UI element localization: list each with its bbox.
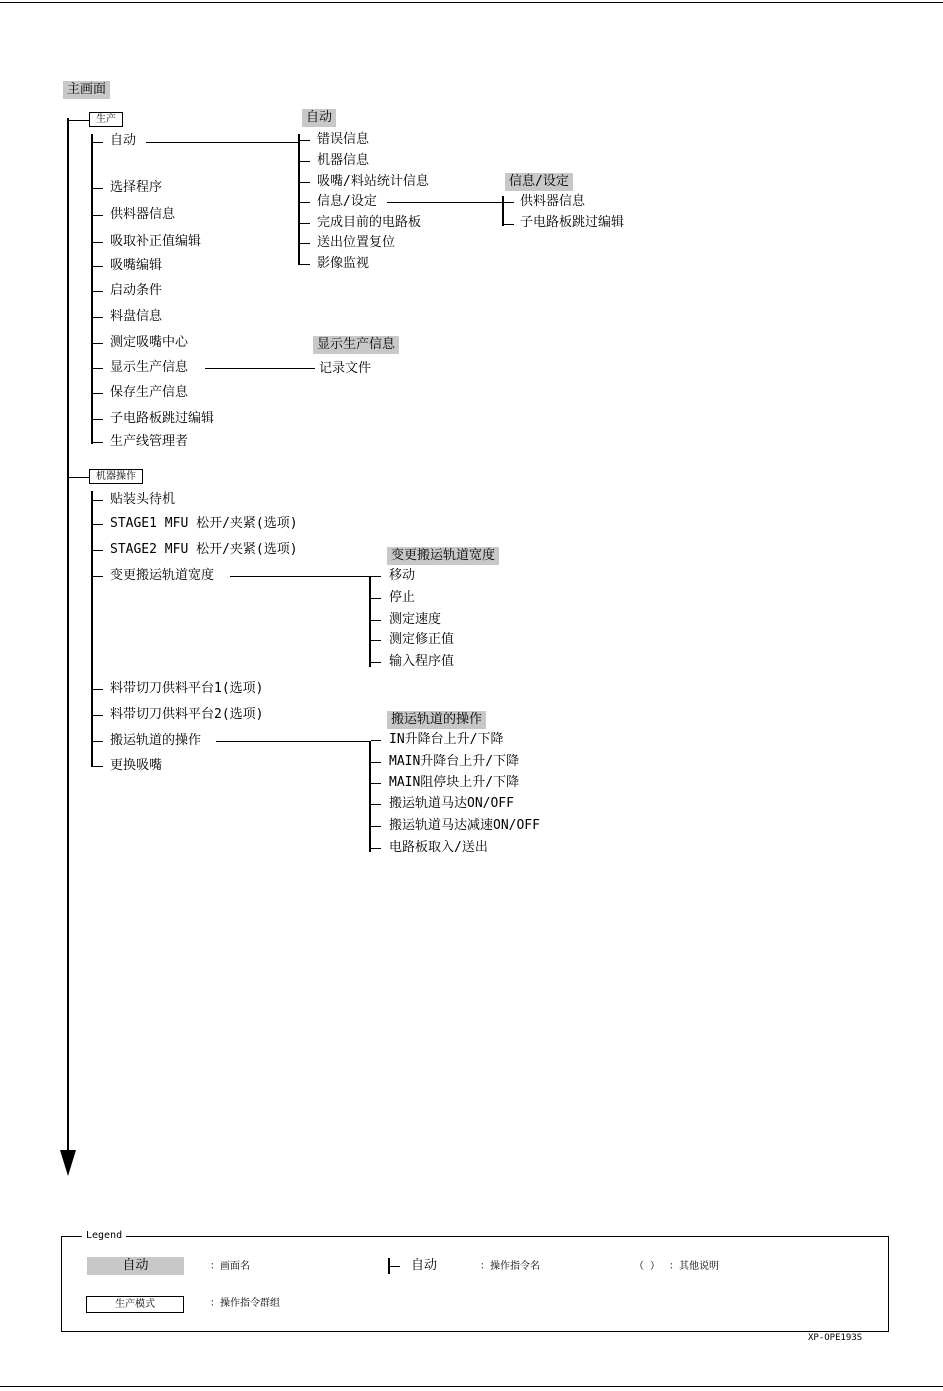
cmd-start-condition[interactable]: 启动条件 bbox=[110, 283, 163, 298]
cmd-info-feeder-info[interactable]: 供料器信息 bbox=[520, 194, 586, 209]
main-trunk-line bbox=[67, 118, 69, 1158]
show-production-info-screen-label: 显示生产信息 bbox=[313, 336, 399, 354]
auto-screen-label: 自动 bbox=[302, 109, 336, 127]
cmd-width-stop[interactable]: 停止 bbox=[389, 590, 416, 605]
legend-screen-desc: ：画面名 bbox=[210, 1261, 250, 1272]
legend-title: Legend bbox=[82, 1230, 126, 1242]
cmd-select-program[interactable]: 选择程序 bbox=[110, 180, 163, 195]
cmd-auto[interactable]: 自动 bbox=[110, 133, 137, 148]
cmd-change-nozzle[interactable]: 更换吸嘴 bbox=[110, 758, 163, 773]
cmd-line-manager[interactable]: 生产线管理者 bbox=[110, 434, 189, 449]
connector-auto bbox=[146, 142, 298, 143]
cmd-sub-board-skip-edit[interactable]: 子电路板跳过编辑 bbox=[110, 411, 215, 426]
production-group-box: 生产 bbox=[89, 112, 123, 127]
legend-box bbox=[61, 1236, 889, 1332]
cmd-stage2-mfu[interactable]: STAGE2 MFU 松开/夹紧(选项) bbox=[110, 542, 298, 557]
cmd-width-measure-offset[interactable]: 测定修正值 bbox=[389, 632, 455, 647]
document-code: XP-OPE193S bbox=[808, 1333, 863, 1343]
cmd-main-lift[interactable]: MAIN升降台上升/下降 bbox=[389, 754, 520, 769]
cmd-log-file[interactable]: 记录文件 bbox=[319, 361, 372, 376]
cmd-conveyor-motor[interactable]: 搬运轨道马达ON/OFF bbox=[389, 796, 514, 811]
cmd-finish-current-board[interactable]: 完成目前的电路板 bbox=[317, 215, 422, 230]
cmd-info-settings[interactable]: 信息/设定 bbox=[317, 194, 377, 209]
cmd-pick-offset-edit[interactable]: 吸取补正值编辑 bbox=[110, 234, 202, 249]
cmd-conveyor-operation[interactable]: 搬运轨道的操作 bbox=[110, 733, 202, 748]
legend-other-desc: ：其他说明 bbox=[669, 1261, 719, 1272]
cmd-tape-cutter-1[interactable]: 料带切刀供料平台1(选项) bbox=[110, 681, 264, 696]
connector-conveyor-operation bbox=[216, 741, 370, 742]
cmd-width-measure-speed[interactable]: 测定速度 bbox=[389, 612, 442, 627]
cmd-head-standby[interactable]: 贴装头待机 bbox=[110, 492, 176, 507]
machine-branch-line bbox=[91, 491, 93, 767]
conveyor-operation-screen-label: 搬运轨道的操作 bbox=[387, 711, 486, 729]
cmd-error-info[interactable]: 错误信息 bbox=[317, 132, 370, 147]
production-branch-line bbox=[91, 134, 93, 444]
cmd-nozzle-edit[interactable]: 吸嘴编辑 bbox=[110, 258, 163, 273]
cmd-info-sub-board-skip[interactable]: 子电路板跳过编辑 bbox=[520, 215, 625, 230]
down-arrow-icon bbox=[60, 1150, 76, 1176]
cmd-tape-cutter-2[interactable]: 料带切刀供料平台2(选项) bbox=[110, 707, 264, 722]
legend-other-sample: （ ） bbox=[634, 1261, 661, 1272]
cmd-width-move[interactable]: 移动 bbox=[389, 568, 416, 583]
change-width-screen-label: 变更搬运轨道宽度 bbox=[387, 547, 499, 565]
cmd-feeder-info[interactable]: 供料器信息 bbox=[110, 207, 176, 222]
connector-change-width bbox=[230, 576, 370, 577]
legend-group-desc: ：操作指令群组 bbox=[210, 1298, 280, 1309]
cmd-stage1-mfu[interactable]: STAGE1 MFU 松开/夹紧(选项) bbox=[110, 516, 298, 531]
cmd-nozzle-station-stats[interactable]: 吸嘴/料站统计信息 bbox=[317, 174, 429, 189]
cmd-board-in-out[interactable]: 电路板取入/送出 bbox=[389, 840, 488, 855]
connector-show-production-info bbox=[205, 368, 315, 369]
legend-screen-sample: 自动 bbox=[87, 1257, 184, 1275]
cmd-measure-nozzle-center[interactable]: 测定吸嘴中心 bbox=[110, 335, 189, 350]
cmd-tray-info[interactable]: 料盘信息 bbox=[110, 309, 163, 324]
connector-info-settings bbox=[387, 202, 502, 203]
legend-command-sample: 自动 bbox=[411, 1258, 438, 1273]
top-rule bbox=[0, 2, 943, 3]
bottom-rule bbox=[0, 1386, 943, 1387]
cmd-save-production-info[interactable]: 保存生产信息 bbox=[110, 385, 189, 400]
cmd-image-monitor[interactable]: 影像监视 bbox=[317, 256, 370, 271]
cmd-main-stopper[interactable]: MAIN阻停块上升/下降 bbox=[389, 775, 520, 790]
legend-command-desc: ：操作指令名 bbox=[480, 1261, 540, 1272]
cmd-change-conveyor-width[interactable]: 变更搬运轨道宽度 bbox=[110, 568, 215, 583]
info-settings-screen-label: 信息/设定 bbox=[505, 173, 573, 191]
cmd-in-lift[interactable]: IN升降台上升/下降 bbox=[389, 732, 504, 747]
cmd-reset-out-position[interactable]: 送出位置复位 bbox=[317, 235, 396, 250]
machine-operation-group-box: 机器操作 bbox=[89, 469, 143, 484]
root-screen-label: 主画面 bbox=[63, 81, 110, 99]
cmd-show-production-info[interactable]: 显示生产信息 bbox=[110, 360, 189, 375]
legend-group-sample: 生产模式 bbox=[86, 1296, 184, 1313]
cmd-machine-info[interactable]: 机器信息 bbox=[317, 153, 370, 168]
cmd-width-input-program[interactable]: 输入程序值 bbox=[389, 654, 455, 669]
cmd-conveyor-motor-slow[interactable]: 搬运轨道马达减速ON/OFF bbox=[389, 818, 540, 833]
